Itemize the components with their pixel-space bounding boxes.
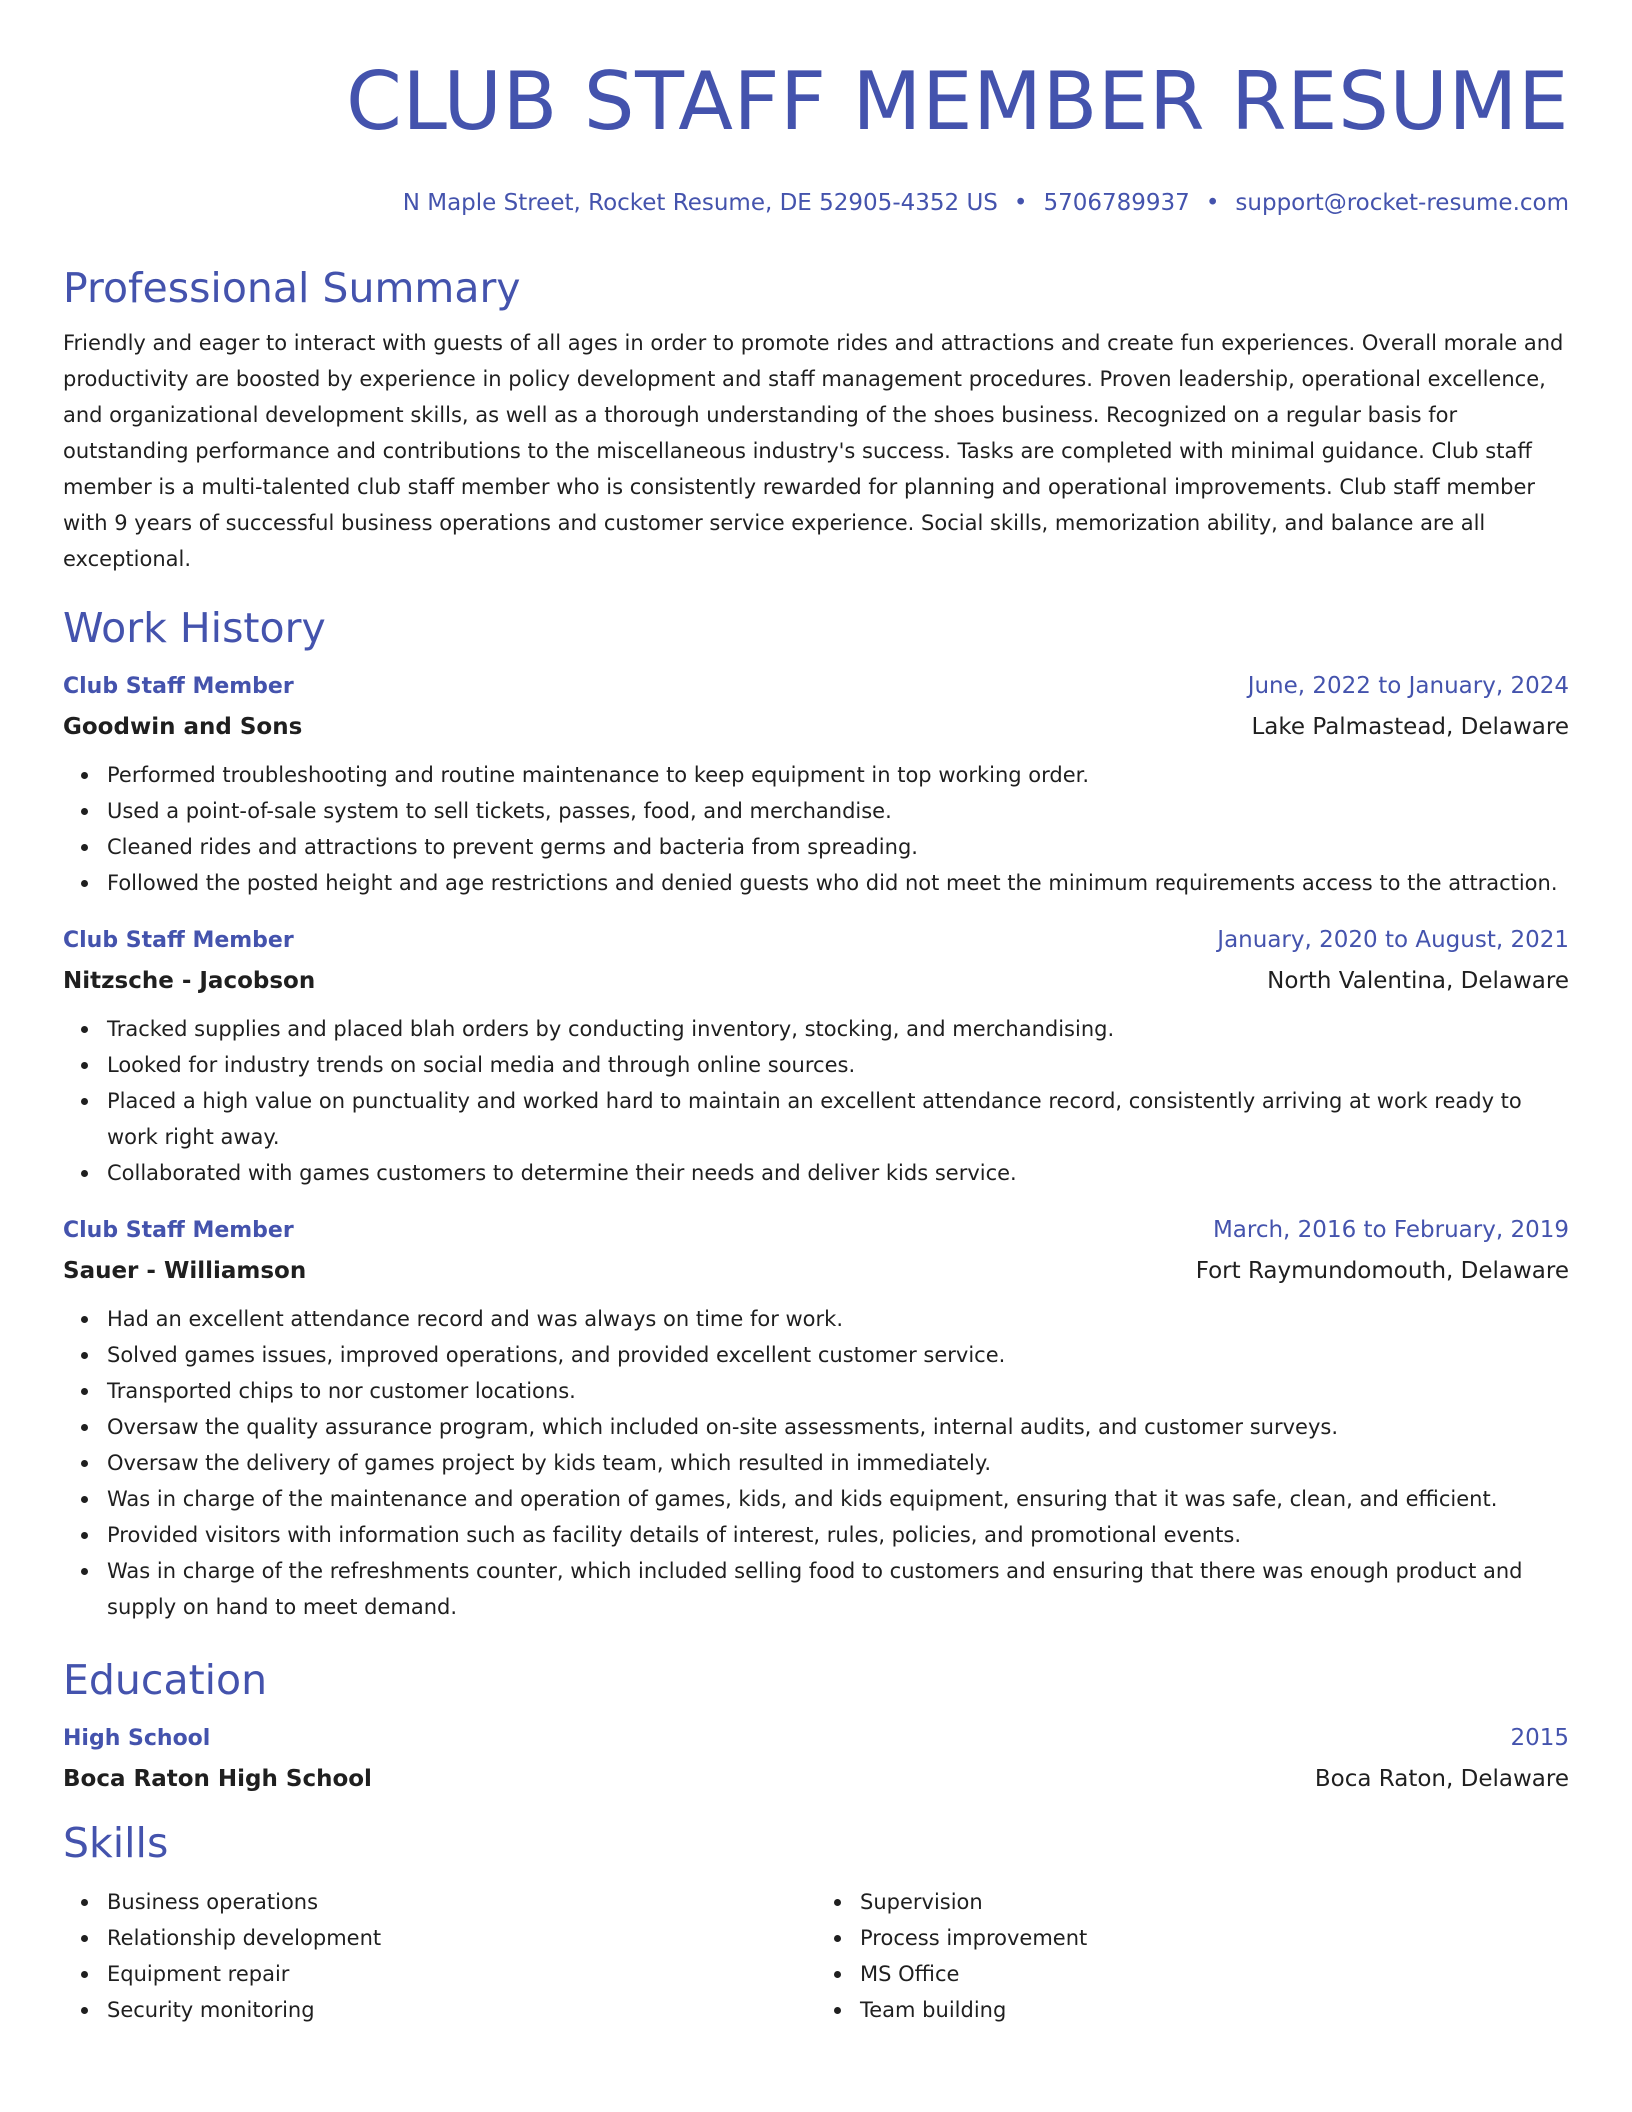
- job-location: Fort Raymundomouth, Delaware: [1195, 1258, 1569, 1284]
- job-bullet: Used a point-of-sale system to sell tickets, passes, food, and merchandise.: [107, 793, 1569, 829]
- job-role: Club Staff Member: [63, 1218, 294, 1243]
- contact-separator: •: [1013, 190, 1028, 216]
- contact-address: N Maple Street, Rocket Resume, DE 52905-4352 US: [402, 190, 998, 216]
- job-bullet: Was in charge of the maintenance and operation of games, kids, and kids equipment, ensuring that it was safe, clean, and efficient.: [107, 1481, 1569, 1517]
- skill-item: MS Office: [860, 1956, 1569, 1992]
- skill-item: Equipment repair: [107, 1956, 816, 1992]
- job-bullet: Performed troubleshooting and routine maintenance to keep equipment in top working order.: [107, 757, 1569, 793]
- skill-item: Process improvement: [860, 1920, 1569, 1956]
- job-bullet: Oversaw the delivery of games project by kids team, which resulted in immediately.: [107, 1445, 1569, 1481]
- job-bullet: Placed a high value on punctuality and worked hard to maintain an excellent attendance record, consistently arriving at work ready to work right away.: [107, 1083, 1569, 1155]
- summary-text: Friendly and eager to interact with guests of all ages in order to promote rides and attractions and create fun experiences. Overall morale and productivity are boosted by experience in policy development and staff management procedures. Proven leadership, operational excellence, and organizational development skills, as well as a thorough understanding of the shoes business. Recognized on a regular basis for outstanding performance and contributions to the miscellaneous industry's success. Tasks are completed with minimal guidance. Club staff member is a multi-talented club staff member who is consistently rewarded for planning and operational improvements. Club staff member with 9 years of successful business operations and customer service experience. Social skills, memorization ability, and balance are all exceptional.: [63, 331, 1564, 571]
- contact-separator: •: [1205, 190, 1220, 216]
- job-bullet: Had an excellent attendance record and was always on time for work.: [107, 1301, 1569, 1337]
- job-dates: June, 2022 to January, 2024: [1247, 673, 1569, 699]
- job-bullet: Provided visitors with information such as facility details of interest, rules, policies, and promotional events.: [107, 1517, 1569, 1553]
- skills-column-left: [63, 1884, 816, 2028]
- education-year: 2015: [1510, 1725, 1569, 1751]
- job-bullet: Tracked supplies and placed blah orders by conducting inventory, stocking, and merchandising.: [107, 1011, 1569, 1047]
- skill-item: Team building: [860, 1992, 1569, 2028]
- resume-header: [63, 0, 1569, 218]
- job-bullet: Looked for industry trends on social media and through online sources.: [107, 1047, 1569, 1083]
- job-bullet: Oversaw the quality assurance program, which included on-site assessments, internal audits, and customer surveys.: [107, 1409, 1569, 1445]
- education-entry: [63, 1723, 1569, 1794]
- job-bullets: [63, 1011, 1569, 1191]
- skills-column-right: [816, 1884, 1569, 2028]
- skills-list: [63, 1876, 1569, 2028]
- work-history-heading: Work History: [63, 604, 326, 652]
- job-role: Club Staff Member: [63, 674, 294, 699]
- job-entry: [63, 1215, 1569, 1625]
- job-bullet: Transported chips to nor customer locations.: [107, 1373, 1569, 1409]
- skill-item: Security monitoring: [107, 1992, 816, 2028]
- job-bullets: [63, 757, 1569, 901]
- education-location: Boca Raton, Delaware: [1314, 1766, 1569, 1792]
- job-bullet: Cleaned rides and attractions to prevent germs and bacteria from spreading.: [107, 829, 1569, 865]
- job-bullet: Solved games issues, improved operations, and provided excellent customer service.: [107, 1337, 1569, 1373]
- contact-phone: 5706789937: [1043, 190, 1190, 216]
- skill-item: Relationship development: [107, 1920, 816, 1956]
- contact-line: [63, 188, 1569, 218]
- resume-title: CLUB STAFF MEMBER RESUME: [345, 55, 1569, 148]
- skill-item: Business operations: [107, 1884, 816, 1920]
- job-entry: [63, 925, 1569, 1191]
- job-role: Club Staff Member: [63, 928, 294, 953]
- skills-heading: Skills: [63, 1819, 169, 1867]
- job-bullets: [63, 1301, 1569, 1625]
- job-dates: January, 2020 to August, 2021: [1217, 927, 1569, 953]
- job-entry: [63, 671, 1569, 901]
- job-bullet: Was in charge of the refreshments counter, which included selling food to customers and ensuring that there was enough product and supply on hand to meet demand.: [107, 1553, 1569, 1625]
- job-company: Sauer - Williamson: [63, 1258, 307, 1284]
- job-bullet: Followed the posted height and age restrictions and denied guests who did not meet the minimum requirements access to the attraction.: [107, 865, 1569, 901]
- contact-email: support@rocket-resume.com: [1235, 190, 1569, 216]
- job-company: Nitzsche - Jacobson: [63, 968, 316, 994]
- education-heading: Education: [63, 1656, 268, 1704]
- job-company: Goodwin and Sons: [63, 714, 303, 740]
- job-location: North Valentina, Delaware: [1267, 968, 1569, 994]
- skill-item: Supervision: [860, 1884, 1569, 1920]
- summary-heading: Professional Summary: [63, 264, 521, 312]
- job-bullet: Collaborated with games customers to determine their needs and deliver kids service.: [107, 1155, 1569, 1191]
- job-location: Lake Palmastead, Delaware: [1251, 714, 1569, 740]
- education-school: Boca Raton High School: [63, 1766, 372, 1792]
- job-dates: March, 2016 to February, 2019: [1212, 1217, 1569, 1243]
- education-degree: High School: [63, 1726, 211, 1751]
